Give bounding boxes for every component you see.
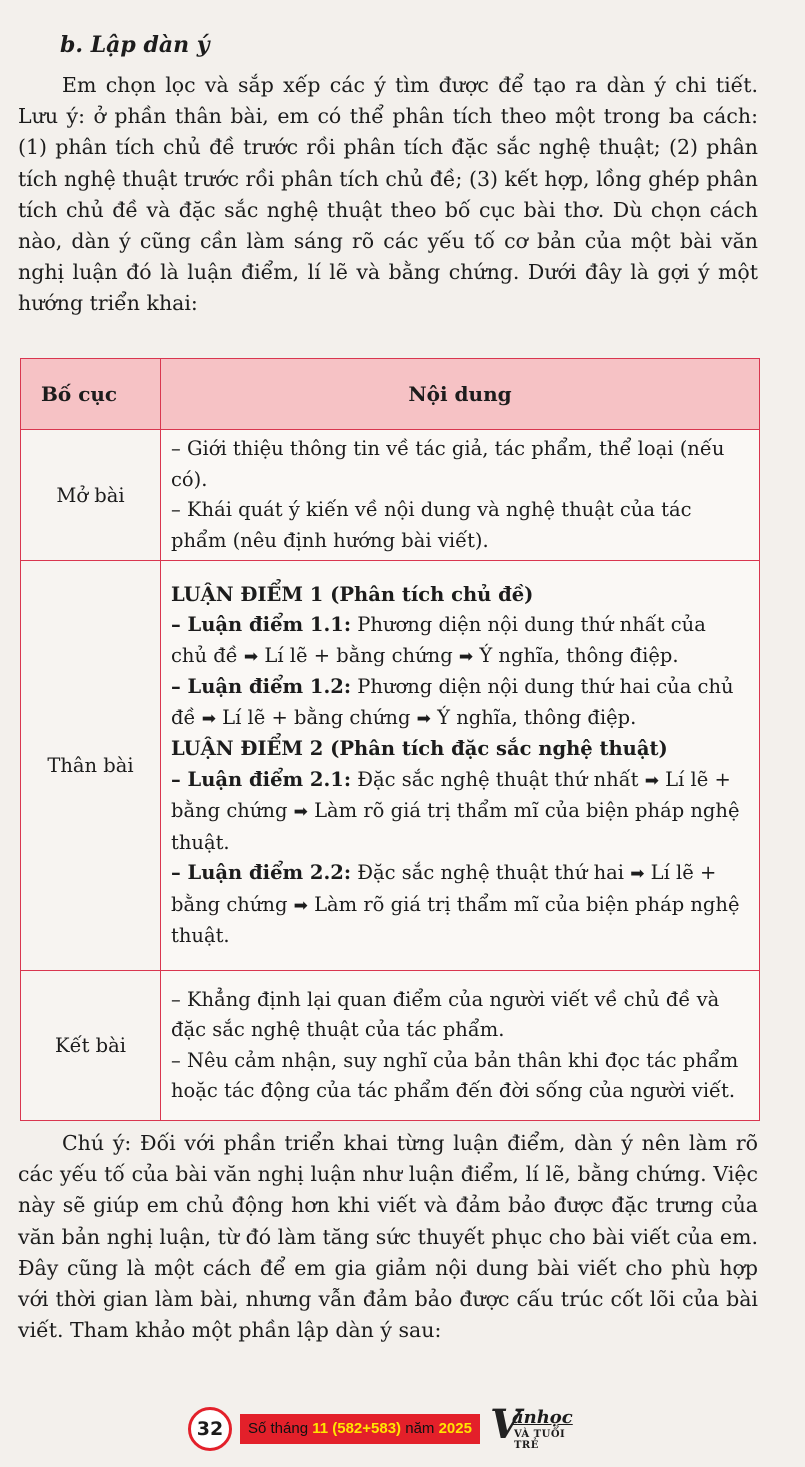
thesis-1-2-label: – Luận điểm 1.2: [171, 675, 352, 698]
arrow-right-icon: ➡ [644, 770, 659, 791]
content-than-bai [161, 561, 760, 971]
part-label-ket-bai: Kết bài [21, 971, 161, 1121]
arrow-right-icon: ➡ [293, 895, 308, 916]
outline-table [20, 358, 760, 1121]
content-ket-bai [161, 971, 760, 1121]
issue-month: 11 [312, 1420, 329, 1437]
thesis-text: Lí lẽ + bằng chứng [171, 861, 717, 916]
magazine-logo [489, 1401, 590, 1451]
page-number: 32 [188, 1407, 232, 1451]
thesis-text: Lí lẽ + bằng chứng [171, 767, 731, 822]
thesis-text: Lí lẽ + bằng chứng [258, 643, 459, 667]
issue-year: 2025 [438, 1420, 472, 1437]
logo-letter: V [489, 1401, 521, 1448]
table-row-than-bai [21, 561, 760, 971]
part-label-mo-bai: Mở bài [21, 430, 161, 561]
note-paragraph: Chú ý: Đối với phần triển khai từng luận điểm, dàn ý nên làm rõ các yếu tố của bài văn nghị luận như luận điểm, lí lẽ, bằng chứng. Việc này sẽ giúp em chủ động hơn khi viết và đảm bảo được đặc trưng của văn bản nghị luận, từ đó làm tăng sức thuyết phục cho bài viết của em. Đây cũng là một cách để em gia giảm nội dung bài viết cho phù hợp với thời gian làm bài, nhưng vẫn đảm bảo được cấu trúc cốt lõi của bài viết. Tham khảo một phần lập dàn ý sau: [18, 1131, 758, 1343]
intro-paragraph: Em chọn lọc và sắp xếp các ý tìm được để tạo ra dàn ý chi tiết. Lưu ý: ở phần thân bài, em có thể phân tích theo một trong ba cách: (1) phân tích chủ đề trước rồi phân tích đặc sắc nghệ thuật; (2) phân tích nghệ thuật trước rồi phân tích chủ đề; (3) kết hợp, lồng ghép phân tích chủ đề và đặc sắc nghệ thuật theo bố cục bài thơ. Dù chọn cách nào, dàn ý cũng cần làm sáng rõ các yếu tố cơ bản của một bài văn nghị luận đó là luận điểm, lí lẽ và bằng chứng. Dưới đây là gợi ý một hướng triển khai: [18, 73, 758, 316]
thesis-text: Phương diện nội dung thứ hai của chủ đề [171, 675, 734, 729]
content-line: – Nêu cảm nhận, suy nghĩ của bản thân khi đọc tác phẩm hoặc tác động của tác phẩm đến đời sống của người viết. [171, 1048, 739, 1102]
content-line: – Giới thiệu thông tin về tác giả, tác phẩm, thể loại (nếu có). [171, 437, 725, 491]
section-title: b. Lập dàn ý [60, 32, 210, 58]
issue-banner [240, 1414, 480, 1444]
thesis-2-title: LUẬN ĐIỂM 2 (Phân tích đặc sắc nghệ thuật) [171, 737, 668, 760]
arrow-right-icon: ➡ [630, 864, 645, 884]
table-row-ket-bai [21, 971, 760, 1121]
header-structure: Bố cục [21, 359, 161, 430]
table-row-mo-bai [21, 430, 760, 561]
thesis-text: Ý nghĩa, thông điệp. [473, 643, 679, 667]
arrow-right-icon: ➡ [243, 646, 259, 667]
thesis-text: Lí lẽ + bằng chứng [215, 705, 417, 729]
thesis-1-title: LUẬN ĐIỂM 1 (Phân tích chủ đề) [171, 582, 534, 606]
thesis-text: Đặc sắc nghệ thuật thứ hai [351, 861, 631, 884]
page-footer [188, 1401, 590, 1451]
thesis-1-1 [171, 610, 747, 672]
thesis-1-1-label: – Luận điểm 1.1: [171, 613, 352, 636]
issue-text: năm [401, 1420, 439, 1437]
thesis-text: Làm rõ giá trị thẩm mĩ của biện pháp nghệ thuật. [171, 799, 740, 854]
arrow-right-icon: ➡ [416, 708, 431, 729]
arrow-right-icon: ➡ [458, 646, 474, 667]
content-mo-bai [161, 430, 760, 561]
thesis-text: Ý nghĩa, thông điệp. [430, 705, 637, 729]
thesis-2-1-label: – Luận điểm 2.1: [171, 767, 352, 791]
header-content: Nội dung [161, 359, 760, 430]
issue-text: Số tháng [248, 1420, 313, 1437]
issue-numbers: (582+583) [332, 1420, 402, 1437]
table-header-row [21, 359, 760, 430]
thesis-2-1 [171, 765, 747, 859]
thesis-text: Làm rõ giá trị thẩm mĩ của biện pháp nghệ thuật. [171, 892, 740, 947]
logo-main: ănhọc [511, 1407, 573, 1428]
part-label-than-bai: Thân bài [21, 561, 161, 971]
arrow-right-icon: ➡ [293, 802, 308, 822]
content-line: – Khẳng định lại quan điểm của người viết về chủ đề và đặc sắc nghệ thuật của tác phẩm. [171, 987, 720, 1041]
thesis-2-2-label: – Luận điểm 2.2: [171, 861, 352, 884]
thesis-2-2 [171, 858, 747, 952]
thesis-text: Đặc sắc nghệ thuật thứ nhất [351, 767, 645, 791]
logo-sub: VÀ TUỔI TRẺ [513, 1429, 566, 1451]
arrow-right-icon: ➡ [201, 708, 216, 729]
thesis-1-2 [171, 672, 747, 734]
thesis-text: Phương diện nội dung thứ nhất của chủ đề [171, 613, 706, 667]
content-line: – Khái quát ý kiến về nội dung và nghệ thuật của tác phẩm (nêu định hướng bài viết). [171, 498, 692, 552]
